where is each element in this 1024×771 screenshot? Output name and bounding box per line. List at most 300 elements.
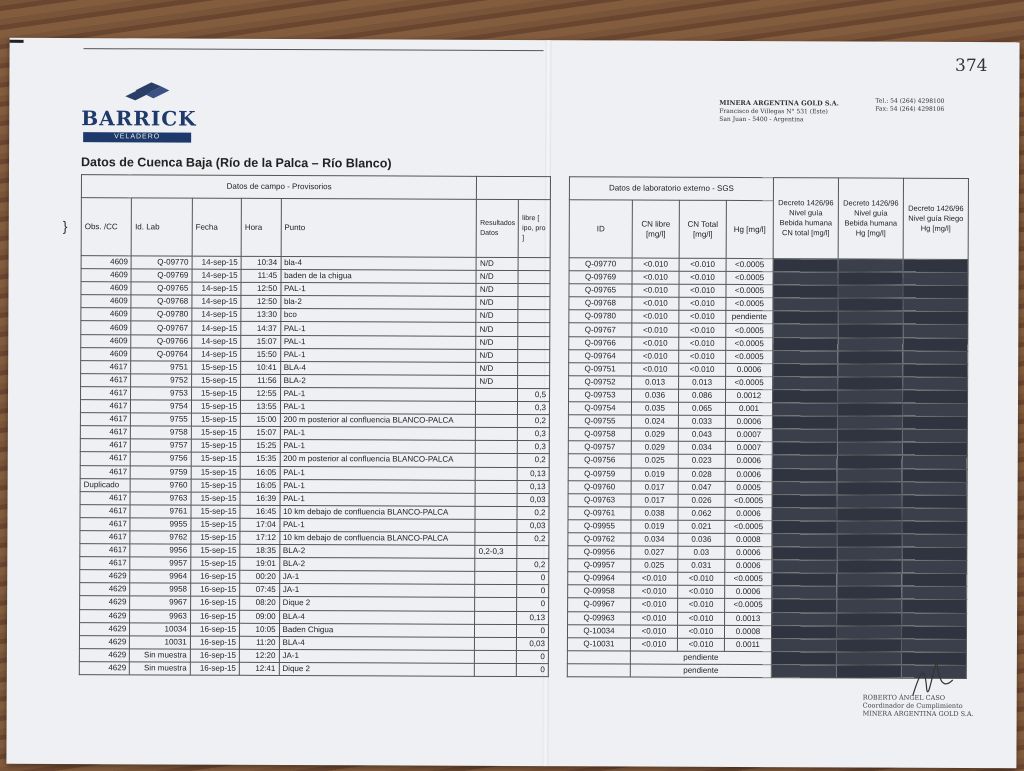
cn-total-cell: 0.065 bbox=[678, 402, 725, 415]
obs-cell: 4629 bbox=[80, 570, 130, 583]
contact-block bbox=[875, 98, 944, 114]
cn-libre-cell: <0.010 bbox=[631, 612, 678, 625]
idlab-cell: Sin muestra bbox=[130, 662, 191, 675]
decree-hg-riego-cell bbox=[902, 508, 967, 521]
punto-cell: JA-1 bbox=[279, 584, 475, 598]
hg-cell: 0.0005 bbox=[725, 481, 772, 494]
cn-libre-cell: <0.010 bbox=[632, 310, 679, 323]
lab-id-cell: Q-09757 bbox=[568, 441, 631, 454]
libre-cell: 0,03 bbox=[517, 493, 549, 506]
obs-cell: 4617 bbox=[80, 531, 130, 544]
field-rows bbox=[79, 256, 550, 677]
col-id: ID bbox=[569, 200, 632, 258]
lab-id-cell: Q-09957 bbox=[568, 559, 631, 572]
company-address-2: San Juan - 5400 - Argentina bbox=[719, 115, 804, 124]
idlab-cell: 9956 bbox=[130, 544, 191, 557]
col-cn-total: CN Total [mg/l] bbox=[679, 200, 726, 258]
decree-cn-total-cell bbox=[772, 599, 837, 612]
hg-cell: 0.0013 bbox=[725, 612, 772, 625]
libre-cell: 0,5 bbox=[518, 388, 550, 401]
lab-id-cell: Q-10034 bbox=[567, 624, 630, 637]
company-name: MINERA ARGENTINA GOLD S.A. bbox=[719, 98, 839, 108]
resultados-cell: N/D bbox=[476, 336, 518, 349]
hora-cell: 15:00 bbox=[240, 413, 280, 426]
decree-cn-total-cell bbox=[773, 376, 838, 389]
lab-id-cell: Q-09956 bbox=[568, 546, 631, 559]
fecha-cell: 16-sep-15 bbox=[191, 570, 240, 583]
decree-hg-human-cell bbox=[837, 416, 902, 429]
decree-hg-human-cell bbox=[837, 442, 902, 455]
cn-total-cell: 0.062 bbox=[678, 507, 725, 520]
hora-cell: 10:34 bbox=[241, 256, 281, 269]
cn-total-cell: 0.036 bbox=[678, 533, 725, 546]
idlab-cell: Q-09780 bbox=[131, 308, 192, 321]
hg-cell: 0.0011 bbox=[724, 638, 771, 651]
cn-total-cell: 0.043 bbox=[678, 428, 725, 441]
decree-hg-human-cell bbox=[836, 626, 901, 639]
field-row bbox=[79, 662, 548, 677]
obs-cell: 4609 bbox=[81, 347, 131, 360]
decree-cn-total-header: Decreto 1426/96 Nivel guía Bebida humana CN total [mg/l] bbox=[773, 178, 838, 259]
resultados-cell bbox=[475, 493, 517, 506]
fecha-cell: 15-sep-15 bbox=[191, 479, 240, 492]
obs-cell: 4609 bbox=[81, 321, 131, 334]
brand-sub: VELADERO bbox=[83, 132, 191, 142]
decree-hg-human-cell bbox=[837, 521, 902, 534]
fecha-cell: 15-sep-15 bbox=[191, 387, 240, 400]
cn-total-cell: <0.010 bbox=[679, 324, 726, 337]
cn-libre-cell: <0.010 bbox=[632, 297, 679, 310]
hg-cell: <0.0005 bbox=[726, 272, 773, 285]
decree-hg-human-cell bbox=[837, 495, 902, 508]
hora-cell: 15:35 bbox=[240, 453, 280, 466]
resultados-cell: N/D bbox=[476, 284, 518, 297]
lab-id-cell: Q-09769 bbox=[569, 271, 632, 284]
cn-total-cell: 0.03 bbox=[678, 546, 725, 559]
fecha-cell: 14-sep-15 bbox=[192, 282, 241, 295]
decree-cn-total-cell bbox=[772, 507, 837, 520]
cn-libre-cell: 0.025 bbox=[631, 454, 678, 467]
fecha-cell: 16-sep-15 bbox=[190, 636, 239, 649]
hg-cell: 0.0007 bbox=[725, 442, 772, 455]
col-cn-libre: CN libre [mg/l] bbox=[632, 200, 679, 258]
top-rule bbox=[84, 48, 544, 51]
punto-cell: bla-2 bbox=[280, 296, 476, 310]
libre-cell: 0,3 bbox=[518, 441, 550, 454]
libre-cell: 0,03 bbox=[517, 519, 549, 532]
col-idlab: Id. Lab bbox=[131, 198, 192, 256]
hg-cell: <0.0005 bbox=[726, 376, 773, 389]
hora-cell: 17:12 bbox=[240, 531, 280, 544]
resultados-cell: N/D bbox=[476, 323, 518, 336]
punto-cell: bla-4 bbox=[281, 256, 477, 270]
lab-id-cell: Q-09963 bbox=[568, 611, 631, 624]
lab-id-cell: Q-09756 bbox=[568, 454, 631, 467]
fecha-cell: 15-sep-15 bbox=[191, 466, 240, 479]
cn-libre-cell: 0.017 bbox=[631, 481, 678, 494]
cn-libre-cell: <0.010 bbox=[631, 572, 678, 585]
hg-cell: 0.0006 bbox=[725, 586, 772, 599]
punto-cell: PAL-1 bbox=[280, 401, 476, 415]
hora-cell: 07:45 bbox=[240, 584, 280, 597]
obs-cell: 4609 bbox=[81, 256, 131, 269]
idlab-cell: 10031 bbox=[130, 636, 191, 649]
libre-cell bbox=[518, 362, 550, 375]
hg-cell: 0.0006 bbox=[725, 455, 772, 468]
fecha-cell: 15-sep-15 bbox=[191, 505, 240, 518]
hg-cell: 0.001 bbox=[725, 402, 772, 415]
decree-cn-total-cell bbox=[772, 560, 837, 573]
fecha-cell: 14-sep-15 bbox=[192, 322, 241, 335]
lab-id-cell: Q-09762 bbox=[568, 533, 631, 546]
decree-hg-riego-cell bbox=[902, 443, 967, 456]
obs-cell: 4617 bbox=[80, 426, 130, 439]
libre-cell: 0 bbox=[517, 585, 549, 598]
hora-cell: 11:20 bbox=[239, 636, 279, 649]
decree-hg-human-cell bbox=[838, 351, 903, 364]
decree-hg-human-cell bbox=[837, 455, 902, 468]
decree-hg-riego-cell bbox=[902, 429, 967, 442]
decree-hg-riego-cell bbox=[903, 259, 968, 272]
decree-cn-total-cell bbox=[773, 390, 838, 403]
cn-libre-cell: <0.010 bbox=[632, 337, 679, 350]
fecha-cell: 15-sep-15 bbox=[191, 557, 240, 570]
hora-cell: 12:55 bbox=[241, 387, 281, 400]
cn-libre-cell: 0.025 bbox=[631, 559, 678, 572]
cn-libre-cell: 0.029 bbox=[631, 441, 678, 454]
obs-cell: 4629 bbox=[80, 596, 130, 609]
idlab-cell: 9762 bbox=[130, 531, 191, 544]
resultados-cell: N/D bbox=[476, 310, 518, 323]
decree-cn-total-cell bbox=[771, 665, 836, 678]
obs-cell: 4609 bbox=[81, 295, 131, 308]
hg-cell: 0.0006 bbox=[725, 416, 772, 429]
obs-cell: 4629 bbox=[80, 583, 130, 596]
lab-id-cell: Q-09967 bbox=[568, 598, 631, 611]
decree-cn-total-cell bbox=[773, 272, 838, 285]
cn-libre-cell: <0.010 bbox=[632, 258, 679, 271]
libre-cell bbox=[518, 323, 550, 336]
hg-cell: <0.0005 bbox=[725, 573, 772, 586]
cn-total-cell: 0.033 bbox=[678, 415, 725, 428]
lab-id-cell bbox=[567, 651, 630, 664]
punto-cell: BLA-2 bbox=[279, 545, 475, 559]
punto-cell: BLA-4 bbox=[279, 610, 475, 624]
decree-cn-total-cell bbox=[773, 298, 838, 311]
fecha-cell: 14-sep-15 bbox=[192, 269, 241, 282]
punto-cell: 200 m posterior al confluencia BLANCO-PALCA bbox=[280, 453, 476, 467]
decree-hg-human-cell bbox=[837, 586, 902, 599]
company-address-1: Francisco de Villegas N° 531 (Este) bbox=[719, 107, 828, 116]
idlab-cell: 9757 bbox=[131, 439, 192, 452]
hg-cell: <0.0005 bbox=[726, 337, 773, 350]
idlab-cell: Sin muestra bbox=[130, 649, 191, 662]
resultados-cell: N/D bbox=[476, 270, 518, 283]
resultados-cell bbox=[475, 650, 517, 663]
cn-total-cell: <0.010 bbox=[679, 337, 726, 350]
idlab-cell: 9758 bbox=[131, 426, 192, 439]
hora-cell: 12:20 bbox=[239, 649, 279, 662]
decree-hg-riego-cell bbox=[903, 298, 968, 311]
idlab-cell: 9754 bbox=[131, 400, 192, 413]
obs-cell: 4617 bbox=[80, 400, 130, 413]
libre-cell bbox=[518, 349, 550, 362]
hg-cell: 0.0006 bbox=[725, 468, 772, 481]
decree-hg-human-cell bbox=[837, 573, 902, 586]
lab-id-cell: Q-09761 bbox=[568, 507, 631, 520]
lab-id-cell: Q-09958 bbox=[568, 585, 631, 598]
idlab-cell: 9958 bbox=[130, 583, 191, 596]
decree-cn-total-cell bbox=[772, 612, 837, 625]
resultados-cell bbox=[475, 480, 517, 493]
punto-cell: PAL-1 bbox=[280, 479, 476, 493]
pending-cell: pendiente bbox=[630, 664, 771, 678]
hg-cell: <0.0005 bbox=[725, 599, 772, 612]
idlab-cell: 9759 bbox=[130, 465, 191, 478]
lab-id-cell: Q-09955 bbox=[568, 520, 631, 533]
idlab-cell: 9964 bbox=[130, 570, 191, 583]
cn-total-cell: <0.010 bbox=[679, 298, 726, 311]
idlab-cell: 9752 bbox=[131, 374, 192, 387]
decree-hg-riego-cell bbox=[902, 613, 967, 626]
cn-libre-cell: <0.010 bbox=[632, 350, 679, 363]
decree-cn-total-cell bbox=[771, 651, 836, 664]
hora-cell: 14:37 bbox=[241, 322, 281, 335]
decree-hg-riego-cell bbox=[901, 626, 966, 639]
lab-id-cell: Q-09758 bbox=[568, 428, 631, 441]
decree-cn-total-cell bbox=[772, 416, 837, 429]
lab-id-cell: Q-09752 bbox=[569, 376, 632, 389]
cn-libre-cell: 0.029 bbox=[631, 428, 678, 441]
decree-hg-riego-cell bbox=[903, 338, 968, 351]
decree-hg-riego-cell bbox=[903, 390, 968, 403]
col-libre: libre [ ipo, pro ] bbox=[519, 200, 551, 258]
decree-hg-riego-cell bbox=[902, 600, 967, 613]
hora-cell: 17:04 bbox=[240, 518, 280, 531]
cn-total-cell: 0.028 bbox=[678, 468, 725, 481]
cn-libre-cell: <0.010 bbox=[632, 284, 679, 297]
lab-id-cell: Q-09759 bbox=[568, 467, 631, 480]
punto-cell: PAL-1 bbox=[280, 335, 476, 349]
fecha-cell: 16-sep-15 bbox=[190, 623, 239, 636]
idlab-cell: 10034 bbox=[130, 622, 191, 635]
decree-hg-riego-cell bbox=[902, 521, 967, 534]
col-obs: Obs. /CC bbox=[81, 198, 132, 256]
fecha-cell: 16-sep-15 bbox=[190, 662, 239, 675]
idlab-cell: 9967 bbox=[130, 596, 191, 609]
hora-cell: 15:07 bbox=[241, 335, 281, 348]
decree-hg-human-cell bbox=[838, 377, 903, 390]
field-blank-header bbox=[477, 176, 551, 199]
hg-cell: 0.0006 bbox=[725, 546, 772, 559]
obs-cell: 4617 bbox=[81, 373, 131, 386]
obs-cell: 4617 bbox=[80, 439, 130, 452]
obs-cell: 4617 bbox=[80, 557, 130, 570]
signature-stamp bbox=[863, 694, 974, 718]
decree-cn-total-cell bbox=[773, 311, 838, 324]
decree-hg-human-cell bbox=[837, 612, 902, 625]
decree-hg-riego-cell bbox=[903, 312, 968, 325]
hg-cell: 0.0007 bbox=[725, 429, 772, 442]
decree-cn-total-cell bbox=[772, 429, 837, 442]
cn-libre-cell: <0.010 bbox=[630, 638, 677, 651]
decree-hg-human-cell bbox=[837, 403, 902, 416]
idlab-cell: 9760 bbox=[130, 478, 191, 491]
hg-cell: 0.0006 bbox=[725, 507, 772, 520]
hg-cell: 0.0012 bbox=[726, 389, 773, 402]
punto-cell: Baden Chigua bbox=[279, 623, 475, 637]
punto-cell: JA-1 bbox=[279, 571, 475, 585]
fecha-cell: 15-sep-15 bbox=[191, 374, 240, 387]
resultados-cell bbox=[475, 585, 517, 598]
obs-cell: 4617 bbox=[80, 452, 130, 465]
cn-total-cell: 0.086 bbox=[679, 389, 726, 402]
hora-cell: 13:55 bbox=[241, 400, 281, 413]
resultados-cell bbox=[475, 663, 517, 676]
decree-cn-total-cell bbox=[773, 285, 838, 298]
lab-id-cell: Q-09768 bbox=[569, 297, 632, 310]
resultados-cell bbox=[476, 467, 518, 480]
resultados-cell: N/D bbox=[476, 375, 518, 388]
decree-hg-human-cell bbox=[837, 534, 902, 547]
idlab-cell: 9955 bbox=[130, 518, 191, 531]
fecha-cell: 16-sep-15 bbox=[190, 610, 239, 623]
cn-total-cell: 0.026 bbox=[678, 494, 725, 507]
resultados-cell bbox=[475, 519, 517, 532]
idlab-cell: 9751 bbox=[131, 361, 192, 374]
resultados-cell: 0,2-0,3 bbox=[475, 545, 517, 558]
punto-cell: 10 km debajo de confluencia BLANCO-PALCA bbox=[279, 531, 475, 545]
cn-total-cell: 0.021 bbox=[678, 520, 725, 533]
cn-total-cell: <0.010 bbox=[678, 599, 725, 612]
idlab-cell: Q-09768 bbox=[131, 295, 192, 308]
fecha-cell: 16-sep-15 bbox=[190, 649, 239, 662]
decree-hg-riego-cell bbox=[902, 560, 967, 573]
resultados-cell bbox=[475, 572, 517, 585]
idlab-cell: 9755 bbox=[131, 413, 192, 426]
brand-name: BARRICK bbox=[81, 106, 197, 131]
fecha-cell: 14-sep-15 bbox=[192, 335, 241, 348]
cn-total-cell: 0.034 bbox=[678, 442, 725, 455]
page-number: 374 bbox=[954, 55, 988, 77]
obs-cell: 4617 bbox=[80, 504, 130, 517]
lab-id-cell: Q-09780 bbox=[569, 310, 632, 323]
resultados-cell: N/D bbox=[476, 257, 518, 270]
company-fax: Fax: 54 (264) 4298106 bbox=[875, 105, 945, 113]
decree-hg-riego-cell bbox=[902, 587, 967, 600]
decree-cn-total-cell bbox=[772, 442, 837, 455]
decree-cn-total-cell bbox=[773, 363, 838, 376]
libre-cell: 0,13 bbox=[517, 480, 549, 493]
pending-cell: pendiente bbox=[630, 651, 771, 665]
resultados-cell bbox=[475, 611, 517, 624]
lab-id-cell: Q-09764 bbox=[569, 349, 632, 362]
company-tel: Tel.: 54 (264) 4298100 bbox=[875, 97, 945, 105]
punto-cell: PAL-1 bbox=[280, 348, 476, 362]
decree-hg-human-cell bbox=[837, 547, 902, 560]
cn-libre-cell: <0.010 bbox=[630, 625, 677, 638]
cn-libre-cell: 0.019 bbox=[631, 520, 678, 533]
cn-total-cell: <0.010 bbox=[679, 271, 726, 284]
punto-cell: PAL-1 bbox=[280, 427, 476, 441]
lab-id-cell: Q-09751 bbox=[569, 362, 632, 375]
resultados-cell bbox=[475, 598, 517, 611]
resultados-cell bbox=[475, 506, 517, 519]
hg-cell: <0.0005 bbox=[726, 324, 773, 337]
decree-hg-riego-cell bbox=[903, 351, 968, 364]
lab-id-cell: Q-09767 bbox=[569, 323, 632, 336]
idlab-cell: 9957 bbox=[130, 557, 191, 570]
cn-total-cell: 0.031 bbox=[678, 559, 725, 572]
cn-total-cell: <0.010 bbox=[679, 284, 726, 297]
edge-mark bbox=[10, 40, 24, 43]
col-punto: Punto bbox=[281, 198, 477, 257]
resultados-cell: N/D bbox=[476, 297, 518, 310]
obs-cell: 4609 bbox=[81, 334, 131, 347]
fecha-cell: 14-sep-15 bbox=[192, 256, 241, 269]
signature-line-1: Coordinador de Cumplimiento bbox=[862, 701, 963, 710]
libre-cell bbox=[518, 258, 550, 271]
libre-cell: 0 bbox=[517, 663, 549, 676]
hg-cell: 0.0008 bbox=[724, 625, 771, 638]
idlab-cell: 9756 bbox=[131, 452, 192, 465]
fecha-cell: 15-sep-15 bbox=[191, 361, 240, 374]
obs-cell: 4617 bbox=[80, 413, 130, 426]
decree-cn-total-cell bbox=[771, 638, 836, 651]
lab-id-cell: Q-09964 bbox=[568, 572, 631, 585]
fecha-cell: 16-sep-15 bbox=[190, 583, 239, 596]
hora-cell: 15:50 bbox=[241, 348, 281, 361]
obs-cell: 4617 bbox=[80, 491, 130, 504]
punto-cell: BLA-4 bbox=[280, 361, 476, 375]
punto-cell: PAL-1 bbox=[280, 492, 476, 506]
cn-libre-cell: <0.010 bbox=[632, 363, 679, 376]
hora-cell: 16:45 bbox=[240, 505, 280, 518]
fecha-cell: 14-sep-15 bbox=[192, 308, 241, 321]
fecha-cell: 14-sep-15 bbox=[191, 348, 240, 361]
decree-cn-total-cell bbox=[772, 573, 837, 586]
idlab-cell: Q-09769 bbox=[131, 269, 192, 282]
hora-cell: 12:50 bbox=[241, 282, 281, 295]
decree-hg-human-cell bbox=[837, 599, 902, 612]
decree-hg-riego-cell bbox=[901, 639, 966, 652]
hora-cell: 15:07 bbox=[240, 427, 280, 440]
punto-cell: bco bbox=[280, 309, 476, 323]
obs-cell: 4609 bbox=[81, 282, 131, 295]
decree-hg-riego-cell bbox=[902, 495, 967, 508]
hora-cell: 16:39 bbox=[240, 492, 280, 505]
decree-cn-total-cell bbox=[772, 494, 837, 507]
hora-cell: 15:25 bbox=[240, 440, 280, 453]
libre-cell: 0,13 bbox=[518, 467, 550, 480]
idlab-cell: 9963 bbox=[130, 609, 191, 622]
fecha-cell: 15-sep-15 bbox=[191, 426, 240, 439]
decree-cn-total-cell bbox=[772, 521, 837, 534]
resultados-cell bbox=[476, 401, 518, 414]
signature-name: ROBERTO ÁNGEL CASO bbox=[862, 693, 946, 702]
fecha-cell: 14-sep-15 bbox=[192, 295, 241, 308]
libre-cell: 0,2 bbox=[517, 532, 549, 545]
decree-hg-human-cell bbox=[838, 298, 903, 311]
field-section-header: Datos de campo - Provisorios bbox=[81, 175, 476, 200]
libre-cell bbox=[518, 297, 550, 310]
libre-cell: 0 bbox=[517, 650, 549, 663]
margin-bracket: } bbox=[62, 218, 68, 235]
cn-libre-cell: 0.036 bbox=[632, 389, 679, 402]
cn-total-cell: <0.010 bbox=[679, 363, 726, 376]
decree-cn-total-cell bbox=[772, 586, 837, 599]
hg-cell: <0.0005 bbox=[726, 285, 773, 298]
